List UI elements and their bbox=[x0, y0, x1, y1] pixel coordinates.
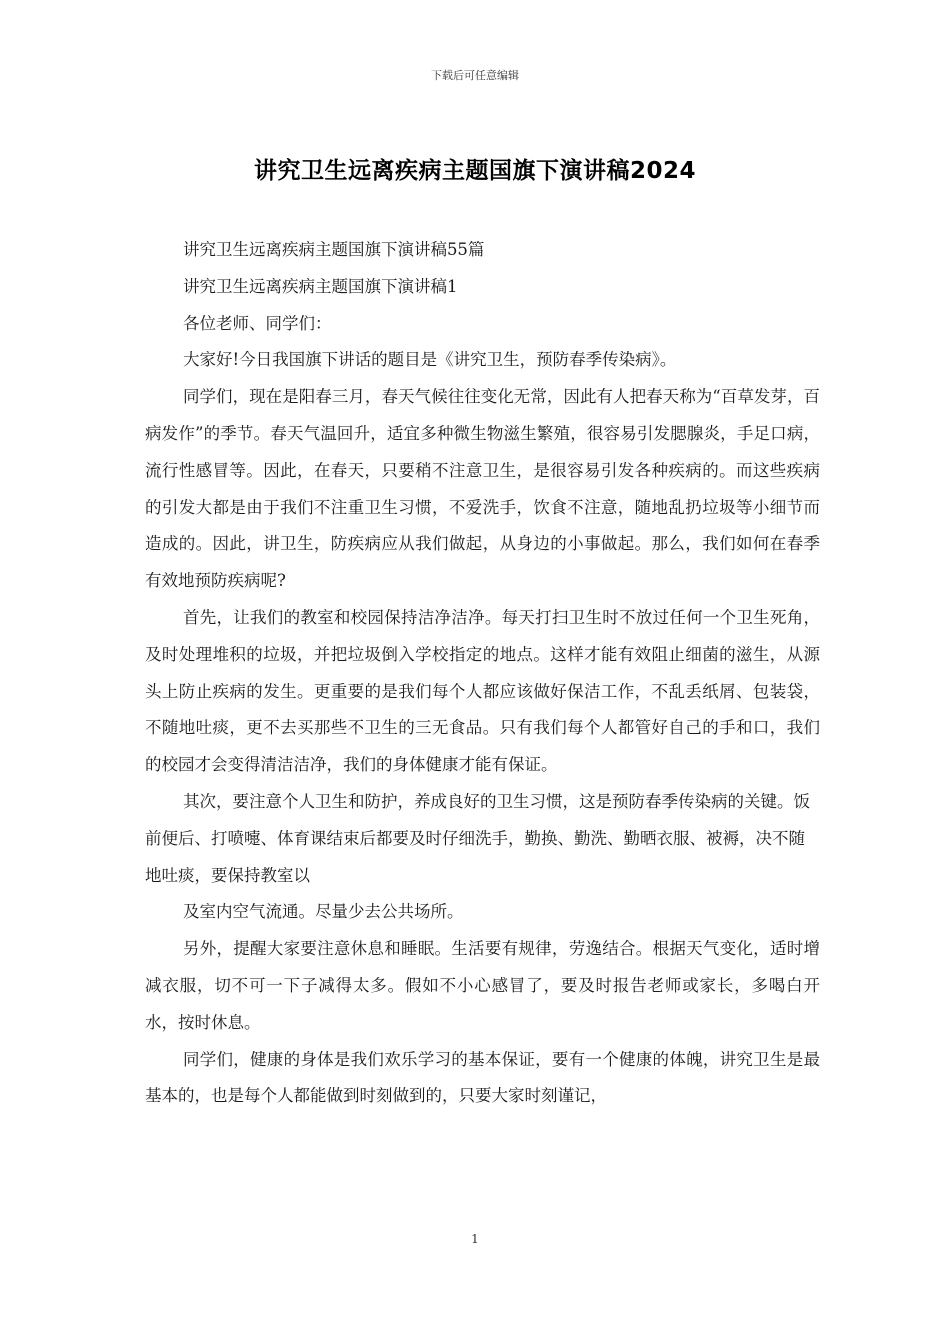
paragraph: 首先，让我们的教室和校园保持洁净洁净。每天打扫卫生时不放过任何一个卫生死角，及时处理堆积的垃圾，并把垃圾倒入学校指定的地点。这样才能有效阻止细菌的滋生，从源头上防止疾病的发生。更重要的是我们每个人都应该做好保洁工作，不乱丢纸屑、包装袋，不随地吐痰，更不去买那些不卫生的三无食品。只有我们每个人都管好自己的手和口，我们的校园才会变得清洁洁净，我们的身体健康才能有保证。 bbox=[145, 607, 820, 775]
document-title: 讲究卫生远离疾病主题国旗下演讲稿2024 bbox=[253, 158, 696, 184]
paragraph-greeting: 各位老师、同学们： bbox=[182, 313, 332, 333]
paragraph: 同学们，健康的身体是我们欢乐学习的基本保证，要有一个健康的体魄，讲究卫生是最基本的，也是每个人都能做到时刻做到的，只要大家时刻谨记， bbox=[145, 1049, 820, 1106]
header-note: 下载后可任意编辑 bbox=[431, 69, 519, 82]
paragraph-subtitle: 讲究卫生远离疾病主题国旗下演讲稿55篇 bbox=[182, 240, 485, 259]
page-number: 1 bbox=[471, 1232, 479, 1246]
paragraph: 其次，要注意个人卫生和防护，养成良好的卫生习惯，这是预防春季传染病的关键。饭前便后、打喷嚏、体育课结束后都要及时仔细洗手，勤换、勤洗、勤晒衣服、被褥，决不随地吐痰，要保持教室以 bbox=[145, 791, 810, 885]
paragraph-heading: 讲究卫生远离疾病主题国旗下演讲稿1 bbox=[182, 276, 458, 296]
paragraph-intro: 大家好!今日我国旗下讲话的题目是《讲究卫生，预防春季传染病》。 bbox=[182, 350, 677, 370]
paragraph: 及室内空气流通。尽量少去公共场所。 bbox=[182, 902, 464, 922]
paragraph: 另外，提醒大家要注意休息和睡眠。生活要有规律，劳逸结合。根据天气变化，适时增减衣服，切不可一下子减得太多。假如不小心感冒了，要及时报告老师或家长，多喝白开水，按时休息。 bbox=[145, 939, 820, 1032]
document-body bbox=[145, 232, 820, 1115]
paragraph: 同学们，现在是阳春三月，春天气候往往变化无常，因此有人把春天称为“百草发芽，百病发作”的季节。春天气温回升，适宜多种微生物滋生繁殖，很容易引发腮腺炎，手足口病，流行性感冒等。因此，在春天，只要稍不注意卫生，是很容易引发各种疾病的。而这些疾病的引发大都是由于我们不注重卫生习惯，不爱洗手，饮食不注意，随地乱扔垃圾等小细节而造成的。因此，讲卫生，防疾病应从我们做起，从身边的小事做起。那么，我们如何在春季有效地预防疾病呢? bbox=[145, 387, 820, 591]
